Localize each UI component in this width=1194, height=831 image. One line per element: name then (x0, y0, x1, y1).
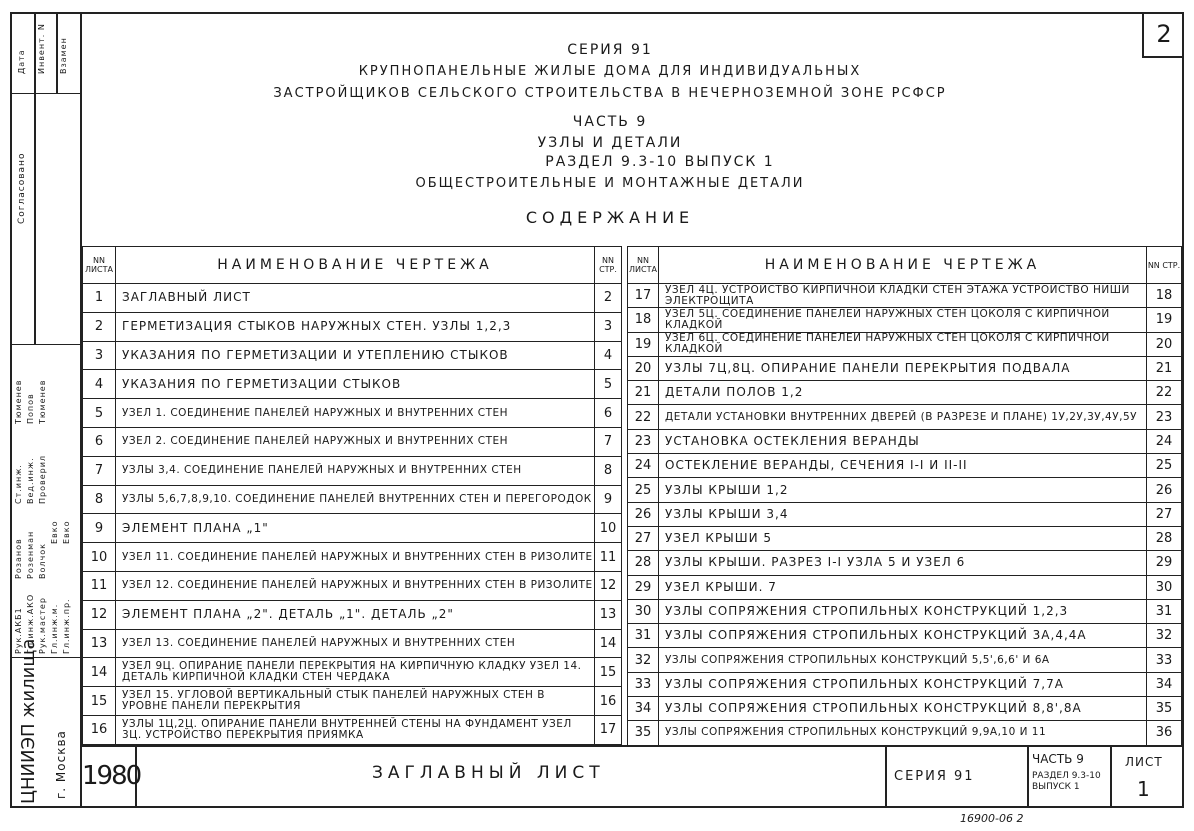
drawing-name-cell: УЗЛЫ КРЫШИ. РАЗРЕЗ I-I УЗЛА 5 И УЗЕЛ 6 (659, 551, 1147, 575)
sheet-number-cell: 14 (83, 658, 116, 687)
year: 1980 (82, 747, 137, 808)
sheet-number-cell: 8 (83, 485, 116, 514)
page-number-cell: 24 (1147, 429, 1182, 453)
table-row (83, 427, 622, 456)
page-number-cell: 14 (595, 629, 622, 658)
table-row (83, 370, 622, 399)
page-number-cell: 5 (595, 370, 622, 399)
table-row (628, 672, 1182, 696)
title-block (82, 745, 1182, 806)
drawing-name-cell: УЗЕЛ 4Ц. УСТРОЙСТВО КИРПИЧНОЙ КЛАДКИ СТЕН ЭТАЖА УСТРОЙСТВО НИШИ ЭЛЕКТРОЩИТА (659, 284, 1147, 308)
drawing-name-cell: УЗЕЛ КРЫШИ 5 (659, 526, 1147, 550)
drawing-name-cell: УЗЛЫ 1Ц,2Ц. ОПИРАНИЕ ПАНЕЛИ ВНУТРЕННЕЙ СТЕНЫ НА ФУНДАМЕНТ УЗЕЛ 3Ц. УСТРОЙСТВО ПЕРЕКРЫТИЯ ПРИЯМКА (116, 715, 595, 744)
page-number-cell: 20 (1147, 332, 1182, 356)
title-block-series: СЕРИЯ 91 (894, 769, 975, 784)
stamp-staff-5: Вед.инж. (26, 457, 35, 504)
stamp-replace-label: Взамен (59, 37, 68, 74)
page-number-cell: 15 (595, 658, 622, 687)
drawing-name-cell: УЗЕЛ 5Ц. СОЕДИНЕНИЕ ПАНЕЛЕЙ НАРУЖНЫХ СТЕН ЦОКОЛЯ С КИРПИЧНОЙ КЛАДКОЙ (659, 308, 1147, 332)
table-row (628, 648, 1182, 672)
sheet-number-cell: 7 (83, 456, 116, 485)
table-row (628, 284, 1182, 308)
table-row (628, 308, 1182, 332)
drawing-name-cell: УЗЕЛ КРЫШИ. 7 (659, 575, 1147, 599)
page-number-cell: 13 (595, 600, 622, 629)
sheet-number-cell: 19 (628, 332, 659, 356)
page-number-cell: 29 (1147, 551, 1182, 575)
sheet-number-cell: 15 (83, 687, 116, 716)
sheet-number-cell: 22 (628, 405, 659, 429)
title-block-title: ЗАГЛАВНЫЙ ЛИСТ (372, 763, 605, 783)
stamp-staff-12: Рук.АКБ1 (14, 607, 23, 654)
table-row (83, 399, 622, 428)
col-name: НАИМЕНОВАНИЕ ЧЕРТЕЖА (659, 247, 1147, 284)
contents-table-left (82, 246, 622, 745)
table-row (628, 721, 1182, 745)
sheet-number-cell: 11 (83, 571, 116, 600)
table-row (83, 514, 622, 543)
drawing-name-cell: УСТАНОВКА ОСТЕКЛЕНИЯ ВЕРАНДЫ (659, 429, 1147, 453)
drawing-name-cell: УЗЛЫ СОПРЯЖЕНИЯ СТРОПИЛЬНЫХ КОНСТРУКЦИЙ 5,5',6,6' И 6А (659, 648, 1147, 672)
sheet-number-cell: 18 (628, 308, 659, 332)
sheet-number-cell: 26 (628, 502, 659, 526)
page-number-cell: 12 (595, 571, 622, 600)
drawing-name-cell: УЗЛЫ КРЫШИ 3,4 (659, 502, 1147, 526)
sheet-number-cell: 23 (628, 429, 659, 453)
sheet-label: ЛИСТ (1125, 755, 1163, 769)
contents-heading: СОДЕРЖАНИЕ (525, 208, 695, 227)
drawing-name-cell: УЗЛЫ 3,4. СОЕДИНЕНИЕ ПАНЕЛЕЙ НАРУЖНЫХ И ВНУТРЕННИХ СТЕН (116, 456, 595, 485)
sheet-number-cell: 13 (83, 629, 116, 658)
drawing-name-cell: УЗЛЫ 5,6,7,8,9,10. СОЕДИНЕНИЕ ПАНЕЛЕЙ ВНУТРЕННИХ СТЕН И ПЕРЕГОРОДОК (116, 485, 595, 514)
stamp-staff-7: Розанов (14, 538, 23, 579)
sheet-number-cell: 24 (628, 454, 659, 478)
sheet-number-cell: 4 (83, 370, 116, 399)
sheet-number-cell: 34 (628, 697, 659, 721)
sheet-number-cell: 31 (628, 624, 659, 648)
drawing-name-cell: ДЕТАЛИ УСТАНОВКИ ВНУТРЕННИХ ДВЕРЕЙ (В РАЗРЕЗЕ И ПЛАНЕ) 1У,2У,3У,4У,5У (659, 405, 1147, 429)
table-row (83, 543, 622, 572)
sheet-number-cell: 32 (628, 648, 659, 672)
stamp-staff-2: Попов (26, 393, 35, 424)
sheet-number-cell: 1 (83, 284, 116, 313)
page-number-cell: 26 (1147, 478, 1182, 502)
sheet-number-cell: 2 (83, 312, 116, 341)
table-row (628, 332, 1182, 356)
drawing-name-cell: УЗЕЛ 11. СОЕДИНЕНИЕ ПАНЕЛЕЙ НАРУЖНЫХ И ВНУТРЕННИХ СТЕН В РИЗОЛИТЕ (116, 543, 595, 572)
col-page-no: NN СТР. (1147, 247, 1182, 284)
stamp-staff-6: Проверил (38, 454, 47, 504)
drawing-name-cell: ЭЛЕМЕНТ ПЛАНА „1" (116, 514, 595, 543)
table-row (83, 456, 622, 485)
stamp-inv-label: Инвент. N (37, 23, 46, 74)
table-row (83, 600, 622, 629)
title-block-section: РАЗДЕЛ 9.3-10 ВЫПУСК 1 (1032, 771, 1101, 792)
page-number-cell: 19 (1147, 308, 1182, 332)
page-number-cell: 11 (595, 543, 622, 572)
table-row (628, 356, 1182, 380)
drawing-name-cell: ОСТЕКЛЕНИЕ ВЕРАНДЫ, СЕЧЕНИЯ I-I И II-II (659, 454, 1147, 478)
stamp-staff-11: Евко (62, 520, 71, 544)
title-block-part: ЧАСТЬ 9 (1032, 752, 1084, 766)
footer-code: 16900-06 2 (960, 812, 1024, 825)
drawing-name-cell: УЗЕЛ 9Ц. ОПИРАНИЕ ПАНЕЛИ ПЕРЕКРЫТИЯ НА КИРПИЧНУЮ КЛАДКУ УЗЕЛ 14. ДЕТАЛЬ КИРПИЧНОЙ КЛАДКИ СТЕН ЧЕРДАКА (116, 658, 595, 687)
header-line-1: КРУПНОПАНЕЛЬНЫЕ ЖИЛЫЕ ДОМА ДЛЯ ИНДИВИДУАЛЬНЫХ (358, 64, 862, 79)
page-number-cell: 8 (595, 456, 622, 485)
contents-table-right (627, 246, 1182, 746)
stamp-strip (10, 12, 80, 808)
header-line-2: ЗАСТРОЙЩИКОВ СЕЛЬСКОГО СТРОИТЕЛЬСТВА В НЕЧЕРНОЗЕМНОЙ ЗОНЕ РСФСР (273, 86, 947, 101)
drawing-name-cell: УЗЕЛ 1. СОЕДИНЕНИЕ ПАНЕЛЕЙ НАРУЖНЫХ И ВНУТРЕННИХ СТЕН (116, 399, 595, 428)
sheet-number-cell: 10 (83, 543, 116, 572)
stamp-staff-14: Рук.мастер (38, 597, 47, 654)
table-row (628, 551, 1182, 575)
stamp-staff-16: Гл.инж.пр. (62, 598, 71, 654)
page-number-cell: 30 (1147, 575, 1182, 599)
sheet-number-cell: 33 (628, 672, 659, 696)
table-row (83, 312, 622, 341)
table-row (83, 658, 622, 687)
page-number-cell: 27 (1147, 502, 1182, 526)
table-row (628, 454, 1182, 478)
col-sheet-no: NN ЛИСТА (83, 247, 116, 284)
stamp-date-label: Дата (17, 49, 26, 74)
sheet-number-cell: 6 (83, 427, 116, 456)
page-number-cell: 28 (1147, 526, 1182, 550)
table-row (83, 341, 622, 370)
drawing-name-cell: УЗЕЛ 6Ц. СОЕДИНЕНИЕ ПАНЕЛЕЙ НАРУЖНЫХ СТЕН ЦОКОЛЯ С КИРПИЧНОЙ КЛАДКОЙ (659, 332, 1147, 356)
stamp-staff-13: Гл.инж.АКО (26, 593, 35, 654)
drawing-name-cell: УКАЗАНИЯ ПО ГЕРМЕТИЗАЦИИ СТЫКОВ (116, 370, 595, 399)
page-number-cell: 25 (1147, 454, 1182, 478)
drawing-name-cell: УЗЕЛ 13. СОЕДИНЕНИЕ ПАНЕЛЕЙ НАРУЖНЫХ И ВНУТРЕННИХ СТЕН (116, 629, 595, 658)
stamp-staff-10: Евко (50, 520, 59, 544)
sheet-number-cell: 20 (628, 356, 659, 380)
page-number-cell: 18 (1147, 284, 1182, 308)
sheet-number: 2 (1142, 12, 1184, 58)
sheet-number-cell: 27 (628, 526, 659, 550)
col-page-no: NN СТР. (595, 247, 622, 284)
table-row (83, 571, 622, 600)
drawing-name-cell: УЗЕЛ 2. СОЕДИНЕНИЕ ПАНЕЛЕЙ НАРУЖНЫХ И ВНУТРЕННИХ СТЕН (116, 427, 595, 456)
drawing-name-cell: ГЕРМЕТИЗАЦИЯ СТЫКОВ НАРУЖНЫХ СТЕН. УЗЛЫ 1,2,3 (116, 312, 595, 341)
table-row (628, 381, 1182, 405)
drawing-name-cell: УЗЕЛ 12. СОЕДИНЕНИЕ ПАНЕЛЕЙ НАРУЖНЫХ И ВНУТРЕННИХ СТЕН В РИЗОЛИТЕ (116, 571, 595, 600)
table-row (628, 429, 1182, 453)
sheet-number-cell: 30 (628, 599, 659, 623)
drawing-name-cell: УКАЗАНИЯ ПО ГЕРМЕТИЗАЦИИ И УТЕПЛЕНИЮ СТЫКОВ (116, 341, 595, 370)
page-number-cell: 21 (1147, 356, 1182, 380)
stamp-staff-15: Гл.инж.м. (50, 603, 59, 654)
page-number-cell: 32 (1147, 624, 1182, 648)
table-row (628, 575, 1182, 599)
sheet-number-cell: 21 (628, 381, 659, 405)
section-title: РАЗДЕЛ 9.3-10 ВЫПУСК 1 (545, 154, 775, 170)
drawing-name-cell: УЗЛЫ СОПРЯЖЕНИЯ СТРОПИЛЬНЫХ КОНСТРУКЦИЙ 7,7А (659, 672, 1147, 696)
drawing-name-cell: УЗЛЫ КРЫШИ 1,2 (659, 478, 1147, 502)
table-row (628, 624, 1182, 648)
page-number-cell: 10 (595, 514, 622, 543)
page-number-cell: 34 (1147, 672, 1182, 696)
page-number-cell: 23 (1147, 405, 1182, 429)
part-title: ЧАСТЬ 9 (572, 114, 648, 130)
sheet-number-cell: 12 (83, 600, 116, 629)
stamp-agreed-label: Согласовано (17, 152, 27, 224)
page-number-cell: 31 (1147, 599, 1182, 623)
page-number-cell: 7 (595, 427, 622, 456)
drawing-name-cell: УЗЛЫ СОПРЯЖЕНИЯ СТРОПИЛЬНЫХ КОНСТРУКЦИЙ 9,9А,10 И 11 (659, 721, 1147, 745)
page-number-cell: 2 (595, 284, 622, 313)
page-number-cell: 33 (1147, 648, 1182, 672)
sheet-number-cell: 9 (83, 514, 116, 543)
page-number-cell: 16 (595, 687, 622, 716)
drawing-name-cell: УЗЛЫ СОПРЯЖЕНИЯ СТРОПИЛЬНЫХ КОНСТРУКЦИЙ 8,8',8А (659, 697, 1147, 721)
sheet-number-cell: 25 (628, 478, 659, 502)
table-row (628, 502, 1182, 526)
series-title: СЕРИЯ 91 (567, 42, 653, 58)
table-row (628, 599, 1182, 623)
sheet-number-cell: 3 (83, 341, 116, 370)
page-number-cell: 17 (595, 715, 622, 744)
page-number-cell: 9 (595, 485, 622, 514)
table-row (83, 485, 622, 514)
stamp-staff-4: Ст.инж. (14, 464, 23, 504)
page-number-cell: 6 (595, 399, 622, 428)
stamp-staff-1: Тюменев (14, 379, 23, 424)
table-row (83, 687, 622, 716)
page-number-cell: 35 (1147, 697, 1182, 721)
drawing-name-cell: УЗЛЫ 7Ц,8Ц. ОПИРАНИЕ ПАНЕЛИ ПЕРЕКРЫТИЯ ПОДВАЛА (659, 356, 1147, 380)
drawing-name-cell: УЗЛЫ СОПРЯЖЕНИЯ СТРОПИЛЬНЫХ КОНСТРУКЦИЙ 3А,4,4А (659, 624, 1147, 648)
page-number-cell: 4 (595, 341, 622, 370)
stamp-staff-8: Розенман (26, 530, 35, 579)
table-row (628, 526, 1182, 550)
drawing-name-cell: ЭЛЕМЕНТ ПЛАНА „2". ДЕТАЛЬ „1". ДЕТАЛЬ „2" (116, 600, 595, 629)
sheet-number-cell: 29 (628, 575, 659, 599)
table-row (83, 715, 622, 744)
table-row (83, 629, 622, 658)
sheet-number-cell: 35 (628, 721, 659, 745)
drawing-name-cell: ДЕТАЛИ ПОЛОВ 1,2 (659, 381, 1147, 405)
page-number-cell: 22 (1147, 381, 1182, 405)
col-name: НАИМЕНОВАНИЕ ЧЕРТЕЖА (116, 247, 595, 284)
part-subtitle: УЗЛЫ И ДЕТАЛИ (537, 135, 683, 151)
sheet-number-cell: 5 (83, 399, 116, 428)
table-row (83, 284, 622, 313)
stamp-city: г. Москва (54, 730, 68, 799)
page-number-cell: 36 (1147, 721, 1182, 745)
sheet-number-cell: 17 (628, 284, 659, 308)
drawing-name-cell: УЗЛЫ СОПРЯЖЕНИЯ СТРОПИЛЬНЫХ КОНСТРУКЦИЙ 1,2,3 (659, 599, 1147, 623)
drawing-name-cell: УЗЕЛ 15. УГЛОВОЙ ВЕРТИКАЛЬНЫЙ СТЫК ПАНЕЛЕЙ НАРУЖНЫХ СТЕН В УРОВНЕ ПАНЕЛИ ПЕРЕКРЫТИЯ (116, 687, 595, 716)
drawing-name-cell: ЗАГЛАВНЫЙ ЛИСТ (116, 284, 595, 313)
table-row (628, 697, 1182, 721)
col-sheet-no: NN ЛИСТА (628, 247, 659, 284)
table-row (628, 405, 1182, 429)
table-row (628, 478, 1182, 502)
stamp-staff-3: Тюменев (38, 379, 47, 424)
page-number-cell: 3 (595, 312, 622, 341)
title-block-sheet: 1 (1137, 777, 1150, 801)
org-logo: ЦНИИЭП жилища (18, 638, 39, 804)
sheet-number-cell: 28 (628, 551, 659, 575)
section-subtitle: ОБЩЕСТРОИТЕЛЬНЫЕ И МОНТАЖНЫЕ ДЕТАЛИ (415, 176, 805, 191)
sheet-number-cell: 16 (83, 715, 116, 744)
stamp-staff-9: Волчок (38, 543, 47, 579)
